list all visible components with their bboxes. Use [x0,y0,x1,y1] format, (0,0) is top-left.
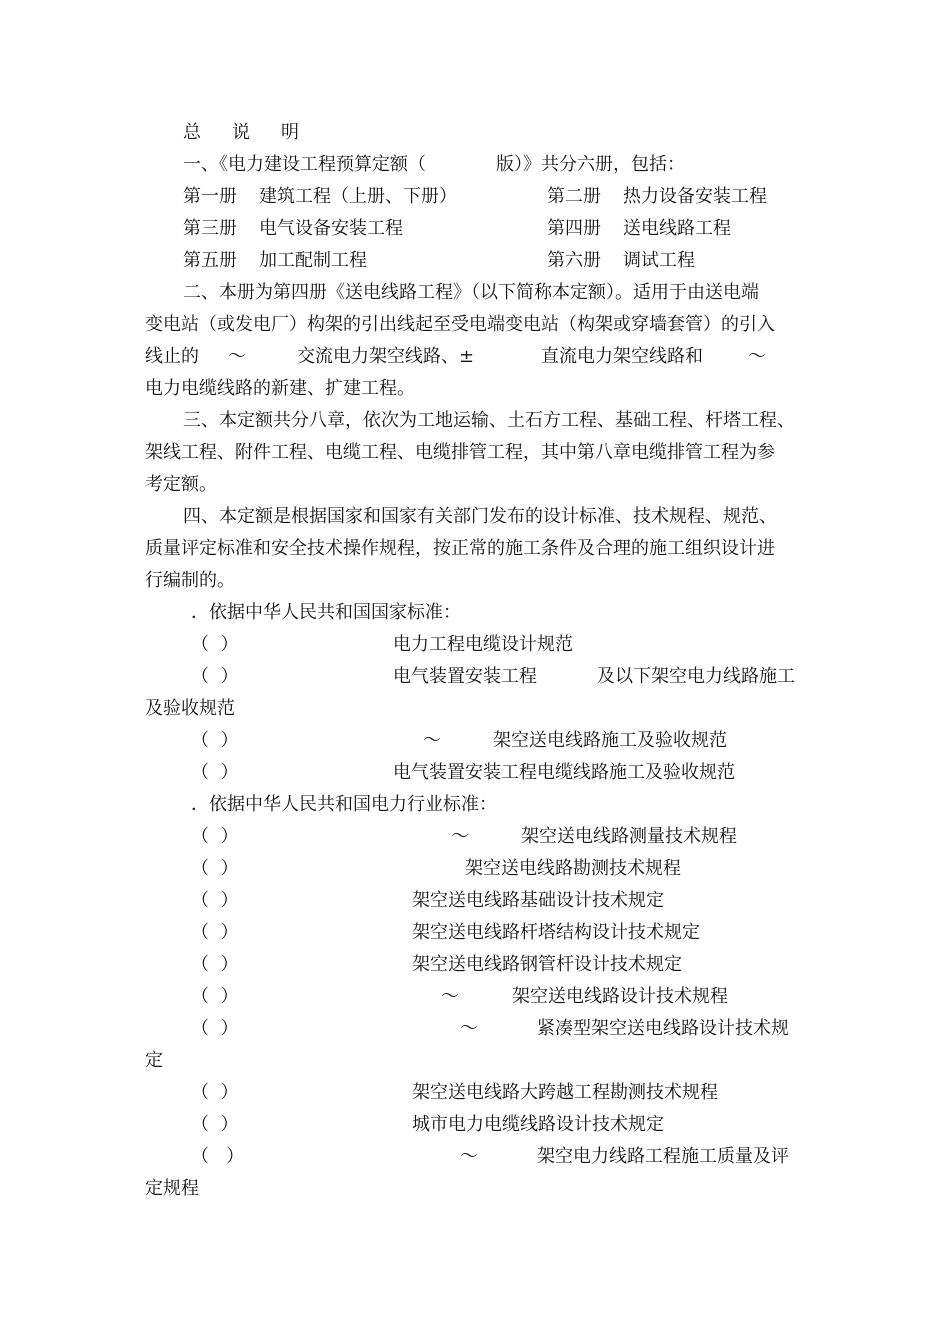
ref-paren: （ ） [191,762,239,783]
ref-tilde: ～ [451,826,469,847]
ref-title: 架空送电线路施工及验收规范 [493,730,727,751]
p3-line-3: 考定额。 [145,474,217,495]
p1-text-b: 版）》共分六册，包括： [496,154,685,175]
ref-paren: （ ） [191,986,239,1007]
vol-1-title: 建筑工程（上册、下册） [259,186,457,207]
ref-paren: （ ） [191,1146,245,1167]
ref-paren: （ ） [191,666,239,687]
p2-line-3d: 直流电力架空线路和 [541,346,703,367]
vol-6-title: 调试工程 [623,250,695,271]
ref-title: 架空送电线路钢管杆设计技术规定 [412,954,682,975]
ref-title: 架空送电线路杆塔结构设计技术规定 [412,922,700,943]
ref-title: 电力工程电缆设计规范 [393,634,573,655]
ref-paren: （ ） [191,730,239,751]
ref-paren: （ ） [191,1018,239,1039]
p1-text-a: 一、《电力建设工程预算定额（ [183,154,426,175]
ref-title-wrap: 定规程 [145,1178,199,1199]
ref-tilde: ～ [423,730,441,751]
vol-3-title: 电气设备安装工程 [259,218,403,239]
ref-title: 城市电力电缆线路设计技术规定 [412,1114,664,1135]
p4-line-2: 质量评定标准和安全技术操作规程，按正常的施工条件及合理的施工组织设计进 [145,538,775,559]
ref-paren: （ ） [191,1114,239,1135]
ref-paren: （ ） [191,634,239,655]
ref-title-wrap: 定 [145,1050,163,1071]
vol-3-label: 第三册 [183,218,237,239]
vol-2-title: 热力设备安装工程 [623,186,767,207]
p2-line-3e: ～ [748,346,766,367]
title-char-2: 说 [232,122,250,143]
title-char-3: 明 [281,122,299,143]
ref-paren: （ ） [191,858,239,879]
ref-title: 紧凑型架空送电线路设计技术规 [537,1018,789,1039]
p2-line-1: 二、本册为第四册《送电线路工程》（以下简称本定额）。适用于由送电端 [183,282,759,303]
p2-line-2: 变电站（或发电厂）构架的引出线起至受电端变电站（构架或穿墙套管）的引入 [145,314,775,335]
ref-paren: （ ） [191,1082,239,1103]
ref-tilde: ～ [460,1146,478,1167]
vol-4-label: 第四册 [547,218,601,239]
section-national-standards: ．依据中华人民共和国国家标准： [191,602,461,623]
p3-line-2: 架线工程、附件工程、电缆工程、电缆排管工程，其中第八章电缆排管工程为参 [145,442,775,463]
ref-title: 架空送电线路勘测技术规程 [465,858,681,879]
p2-line-3a: 线止的 [145,346,199,367]
p4-line-1: 四、本定额是根据国家和国家有关部门发布的设计标准、技术规程、规范、 [183,506,777,527]
ref-paren: （ ） [191,826,239,847]
vol-4-title: 送电线路工程 [623,218,731,239]
p3-line-1: 三、本定额共分八章，依次为工地运输、土石方工程、基础工程、杆塔工程、 [183,410,795,431]
ref-title: 电气装置安装工程 [393,666,537,687]
ref-paren: （ ） [191,954,239,975]
ref-title: 电气装置安装工程电缆线路施工及验收规范 [393,762,735,783]
vol-5-label: 第五册 [183,250,237,271]
title-char-1: 总 [183,122,201,143]
ref-title-wrap: 及验收规范 [145,698,235,719]
p4-line-3: 行编制的。 [145,570,235,591]
ref-title-cont: 及以下架空电力线路施工 [597,666,795,687]
vol-1-label: 第一册 [183,186,237,207]
vol-6-label: 第六册 [547,250,601,271]
p2-line-3b: ～ [228,346,246,367]
ref-paren: （ ） [191,922,239,943]
ref-paren: （ ） [191,890,239,911]
vol-5-title: 加工配制工程 [259,250,367,271]
ref-title: 架空送电线路大跨越工程勘测技术规程 [412,1082,718,1103]
ref-tilde: ～ [441,986,459,1007]
vol-2-label: 第二册 [547,186,601,207]
p2-line-4: 电力电缆线路的新建、扩建工程。 [145,378,415,399]
section-industry-standards: ．依据中华人民共和国电力行业标准： [191,794,497,815]
p2-line-3c: 交流电力架空线路、± [297,346,475,367]
ref-title: 架空送电线路基础设计技术规定 [412,890,664,911]
ref-tilde: ～ [460,1018,478,1039]
ref-title: 架空送电线路设计技术规程 [512,986,728,1007]
ref-title: 架空电力线路工程施工质量及评 [537,1146,789,1167]
ref-title: 架空送电线路测量技术规程 [521,826,737,847]
